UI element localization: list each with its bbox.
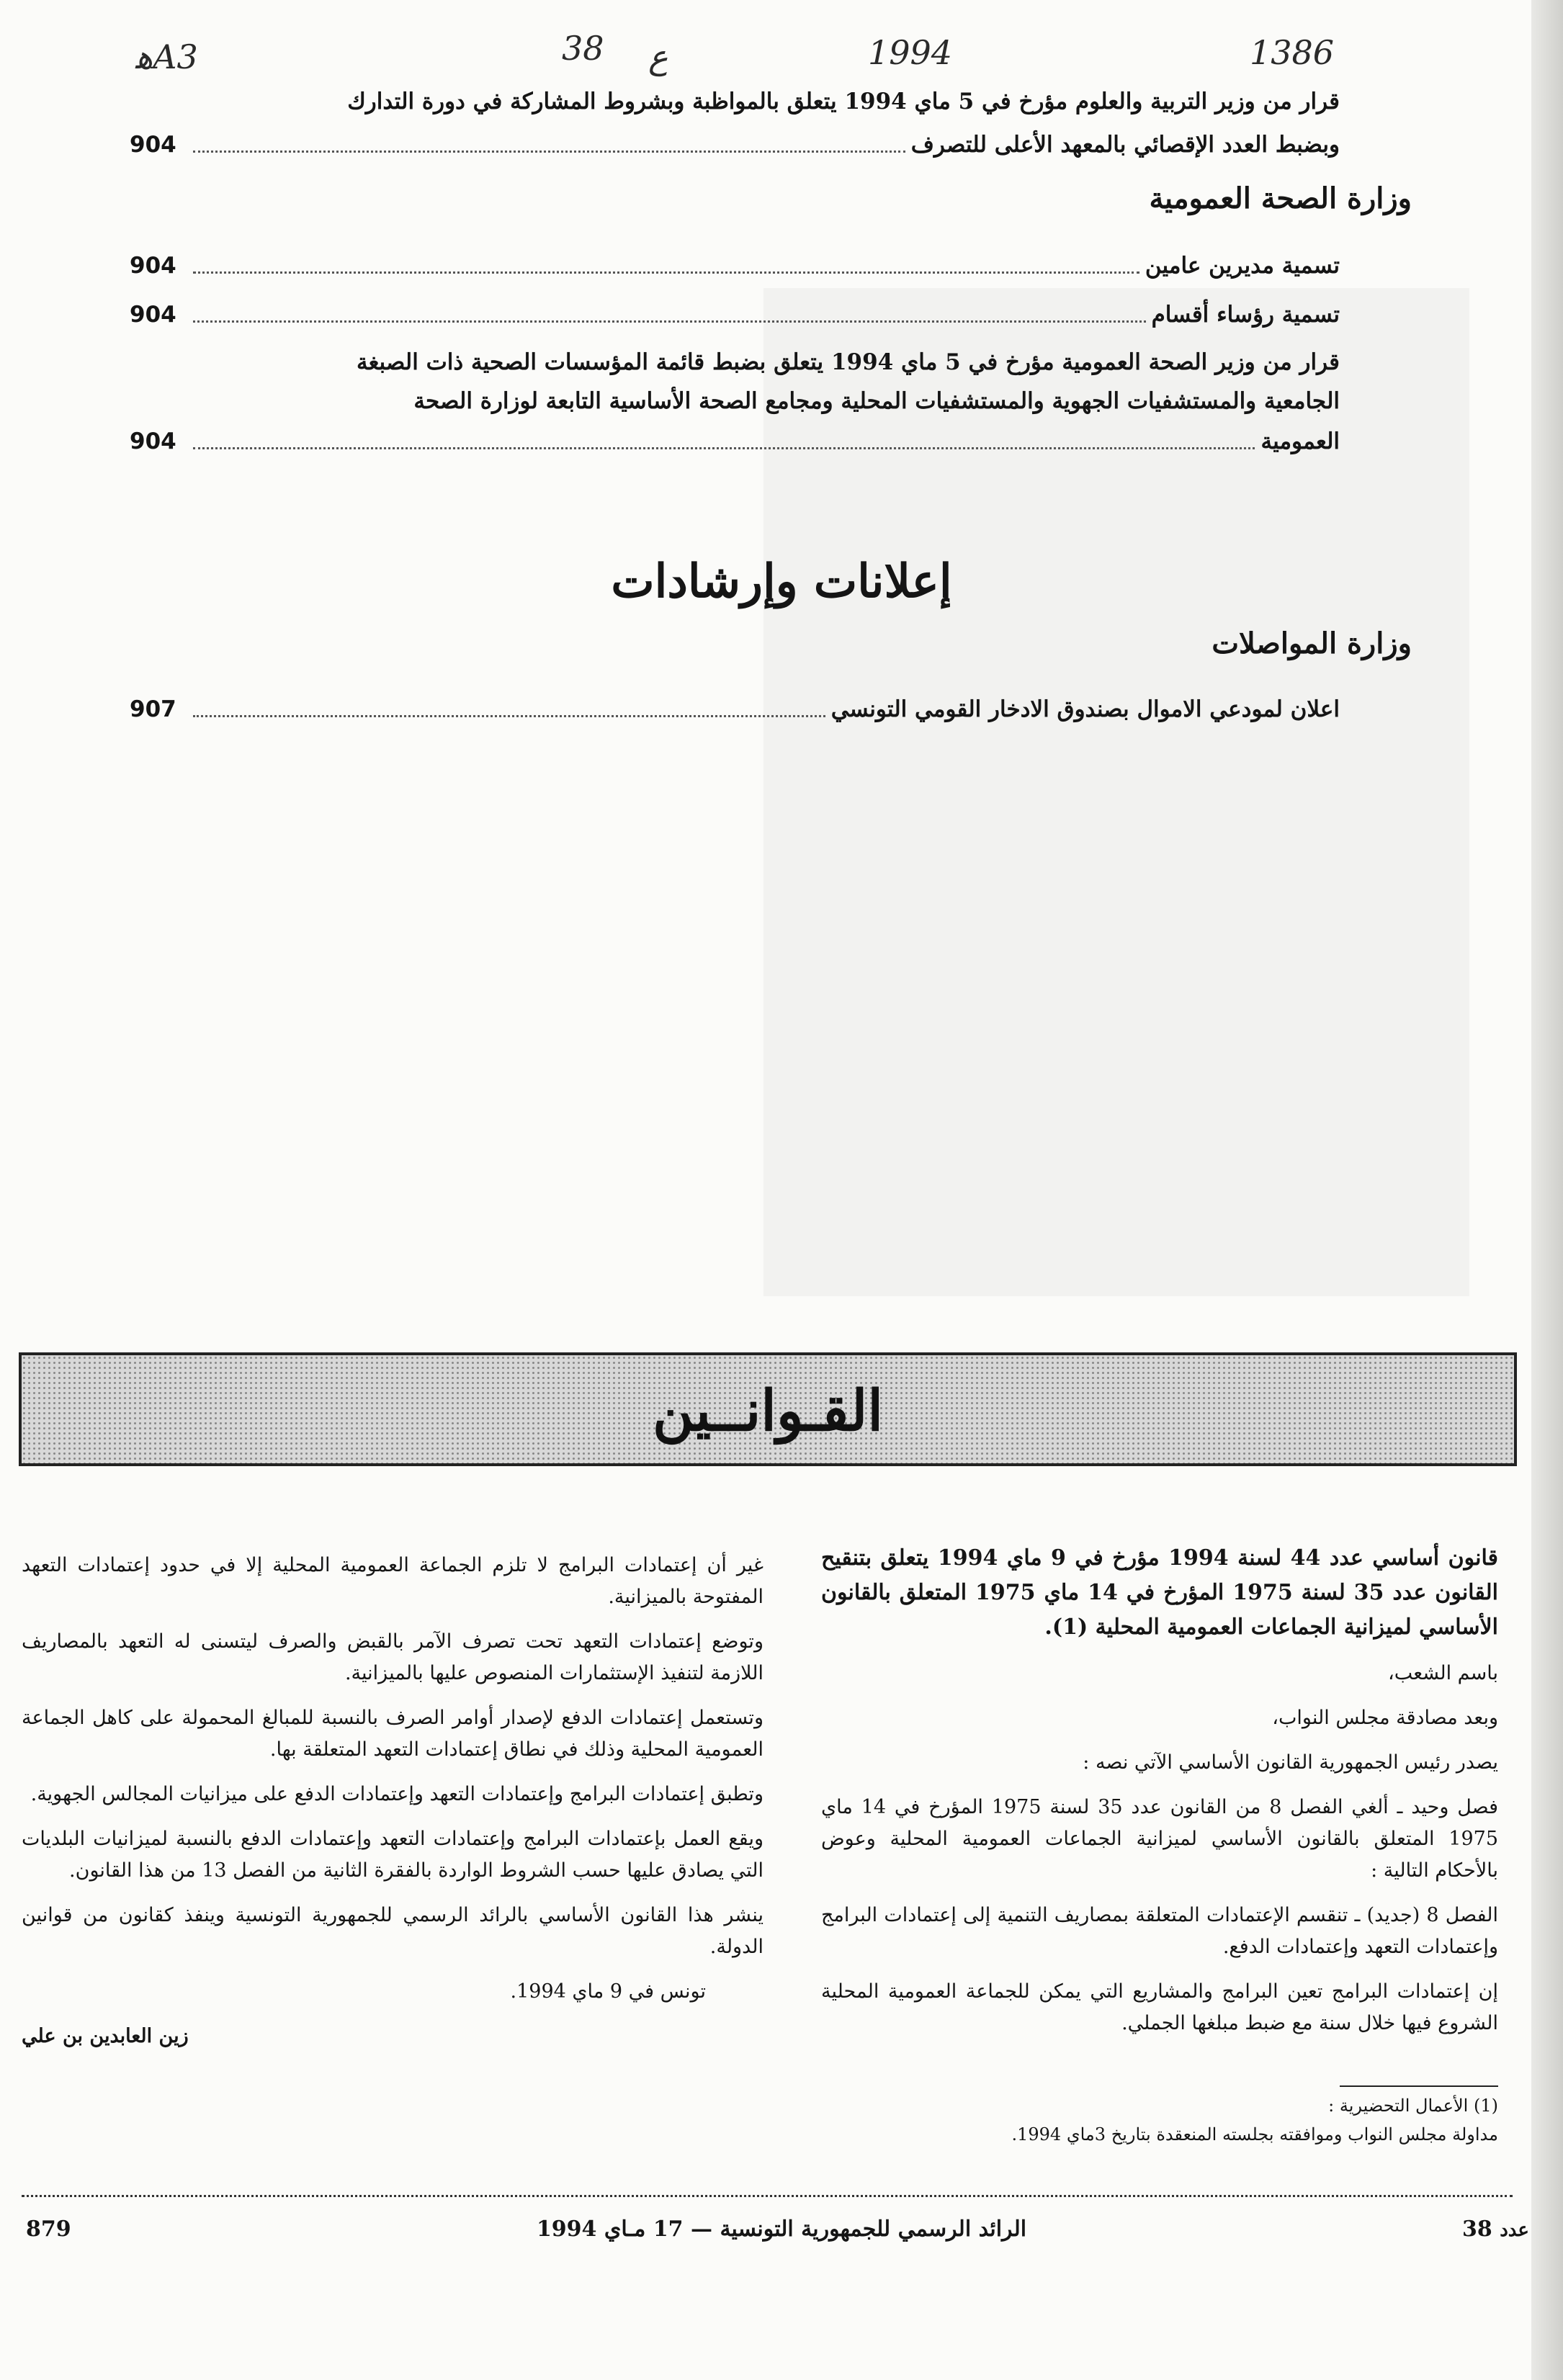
toc-education-decree-line2: وبضبط العدد الإقصائي بالمعهد الأعلى للتصرف: [910, 132, 1340, 158]
right-column: [821, 1541, 1498, 2052]
law-paragraph: غير أن إعتمادات البرامج لا تلزم الجماعة العمومية المحلية إلا في حدود إعتمادات التعهد المفتوحة بالميزانية.: [22, 1554, 763, 1608]
page-number: 879: [26, 2217, 71, 2242]
handwritten-ref-c: ع: [648, 37, 668, 76]
law-paragraph: وبعد مصادقة مجلس النواب،: [1272, 1707, 1498, 1729]
law-paragraph: باسم الشعب،: [1388, 1662, 1498, 1684]
toc-page-number: 904: [130, 253, 176, 279]
law-paragraph: يصدر رئيس الجمهورية القانون الأساسي الآتي نصه :: [1083, 1751, 1498, 1774]
toc-health-item: [130, 297, 1340, 331]
handwritten-ref-e: 1386: [1250, 33, 1335, 72]
toc-page-number: 904: [130, 132, 176, 158]
signature: زين العابدين بن علي: [22, 2025, 189, 2047]
footnote-label: (1) الأعمال التحضيرية :: [1328, 2096, 1498, 2116]
footer-rule: [22, 2195, 1513, 2197]
toc-health-item-text: تسمية رؤساء أقسام: [1151, 302, 1340, 328]
issue-prefix: عدد: [1500, 2219, 1529, 2241]
toc-health-decree-row: [130, 423, 1340, 458]
transport-ministry-heading: وزارة المواصلات: [1212, 627, 1412, 660]
toc-education-decree-row: [130, 127, 1340, 161]
law-paragraph: إن إعتمادات البرامج تعين البرامج والمشاريع التي يمكن للجماعة العمومية المحلية الشروع فيها خلال سنة مع ضبط مبلغها الجملي.: [821, 1980, 1498, 2034]
toc-health-decree-line3: العمومية: [1260, 428, 1340, 454]
notices-title: إعلانات وإرشادات: [611, 554, 952, 609]
footnote-text: مداولة مجلس النواب وموافقته بجلسته المنعقدة بتاريخ 3ماي 1994.: [1011, 2124, 1498, 2145]
laws-banner-title: القـوانــين: [652, 1378, 884, 1444]
handwritten-ref-a: ﻫA3: [135, 37, 198, 76]
toc-leader-dots: [193, 320, 1146, 323]
toc-transport-item: اعلان لمودعي الاموال بصندوق الادخار القومي التونسي: [830, 696, 1340, 722]
law-paragraph: وتستعمل إعتمادات الدفع لإصدار أوامر الصرف بالنسبة للمبالغ المحمولة على كاهل الجماعة العمومية المحلية وذلك في نطاق إعتمادات التعهد المتعلقة بها.: [22, 1707, 763, 1761]
handwritten-ref-d: 1994: [868, 33, 953, 72]
toc-health-item-text: تسمية مديرين عامين: [1145, 253, 1340, 279]
law-paragraph: فصل وحيد ـ ألغي الفصل 8 من القانون عدد 35 لسنة 1975 المؤرخ في 14 ماي 1975 المتعلق بالقانون الأساسي لميزانية الجماعات العمومية المحلية وعوض بالأحكام التالية :: [821, 1796, 1498, 1882]
toc-leader-dots: [193, 151, 905, 153]
law-date: تونس في 9 ماي 1994.: [510, 1980, 706, 2003]
toc-leader-dots: [193, 715, 825, 717]
page-edge-shadow: [1531, 0, 1563, 2380]
toc-leader-dots: [193, 271, 1139, 274]
issue-number: 38: [1462, 2217, 1492, 2242]
toc-transport-row: [130, 691, 1340, 726]
toc-health-decree-line2: الجامعية والمستشفيات الجهوية والمستشفيات المحلية ومجامع الصحة الأساسية التابعة لوزارة الصحة: [413, 388, 1340, 414]
footnote-rule: [1340, 2085, 1498, 2087]
law-paragraph: ينشر هذا القانون الأساسي بالرائد الرسمي للجمهورية التونسية وينفذ كقانون من قوانين الدولة.: [22, 1904, 763, 1958]
law-title: قانون أساسي عدد 44 لسنة 1994 مؤرخ في 9 ماي 1994 يتعلق بتنقيح القانون عدد 35 لسنة 1975 المؤرخ في 14 ماي 1975 المتعلق بالقانون الأساسي لميزانية الجماعات العمومية المحلية (1).: [821, 1545, 1498, 1640]
toc-health-item: [130, 248, 1340, 282]
toc-page-number: 907: [130, 696, 176, 722]
toc-health-decree-line1: قرار من وزير الصحة العمومية مؤرخ في 5 ماي 1994 يتعلق بضبط قائمة المؤسسات الصحية ذات الصبغة: [356, 349, 1340, 375]
law-paragraph: وتوضع إعتمادات التعهد تحت تصرف الآمر بالقبض والصرف ليتسنى له التعهد بالمصاريف اللازمة لتنفيذ الإستثمارات المنصوص عليها بالميزانية.: [22, 1630, 763, 1684]
toc-page-number: 904: [130, 302, 176, 328]
toc-leader-dots: [193, 447, 1255, 449]
laws-section-banner: [19, 1352, 1517, 1466]
toc-page-number: 904: [130, 428, 176, 454]
health-ministry-heading: وزارة الصحة العمومية: [1149, 181, 1412, 215]
handwritten-ref-b: 38: [562, 29, 604, 68]
law-paragraph: الفصل 8 (جديد) ـ تنقسم الإعتمادات المتعلقة بمصاريف التنمية إلى إعتمادات البرامج وإعتمادات التعهد وإعتمادات الدفع.: [821, 1904, 1498, 1958]
law-paragraph: وتطبق إعتمادات البرامج وإعتمادات التعهد وإعتمادات الدفع على ميزانيات المجالس الجهوية.: [30, 1783, 763, 1805]
left-column: [22, 1550, 763, 2052]
journal-title: الرائد الرسمي للجمهورية التونسية — 17 مـاي 1994: [536, 2217, 1027, 2242]
toc-education-decree-line1: قرار من وزير التربية والعلوم مؤرخ في 5 ماي 1994 يتعلق بالمواظبة وبشروط المشاركة في دورة التدارك: [347, 89, 1340, 114]
issue-label: [1462, 2217, 1529, 2242]
law-paragraph: ويقع العمل بإعتمادات البرامج وإعتمادات التعهد وإعتمادات الدفع بالنسبة لميزانيات البلديات التي يصادق عليها حسب الشروط الواردة بالفقرة الثانية من الفصل 13 من هذا القانون.: [22, 1828, 763, 1882]
footnote: [821, 2091, 1498, 2149]
